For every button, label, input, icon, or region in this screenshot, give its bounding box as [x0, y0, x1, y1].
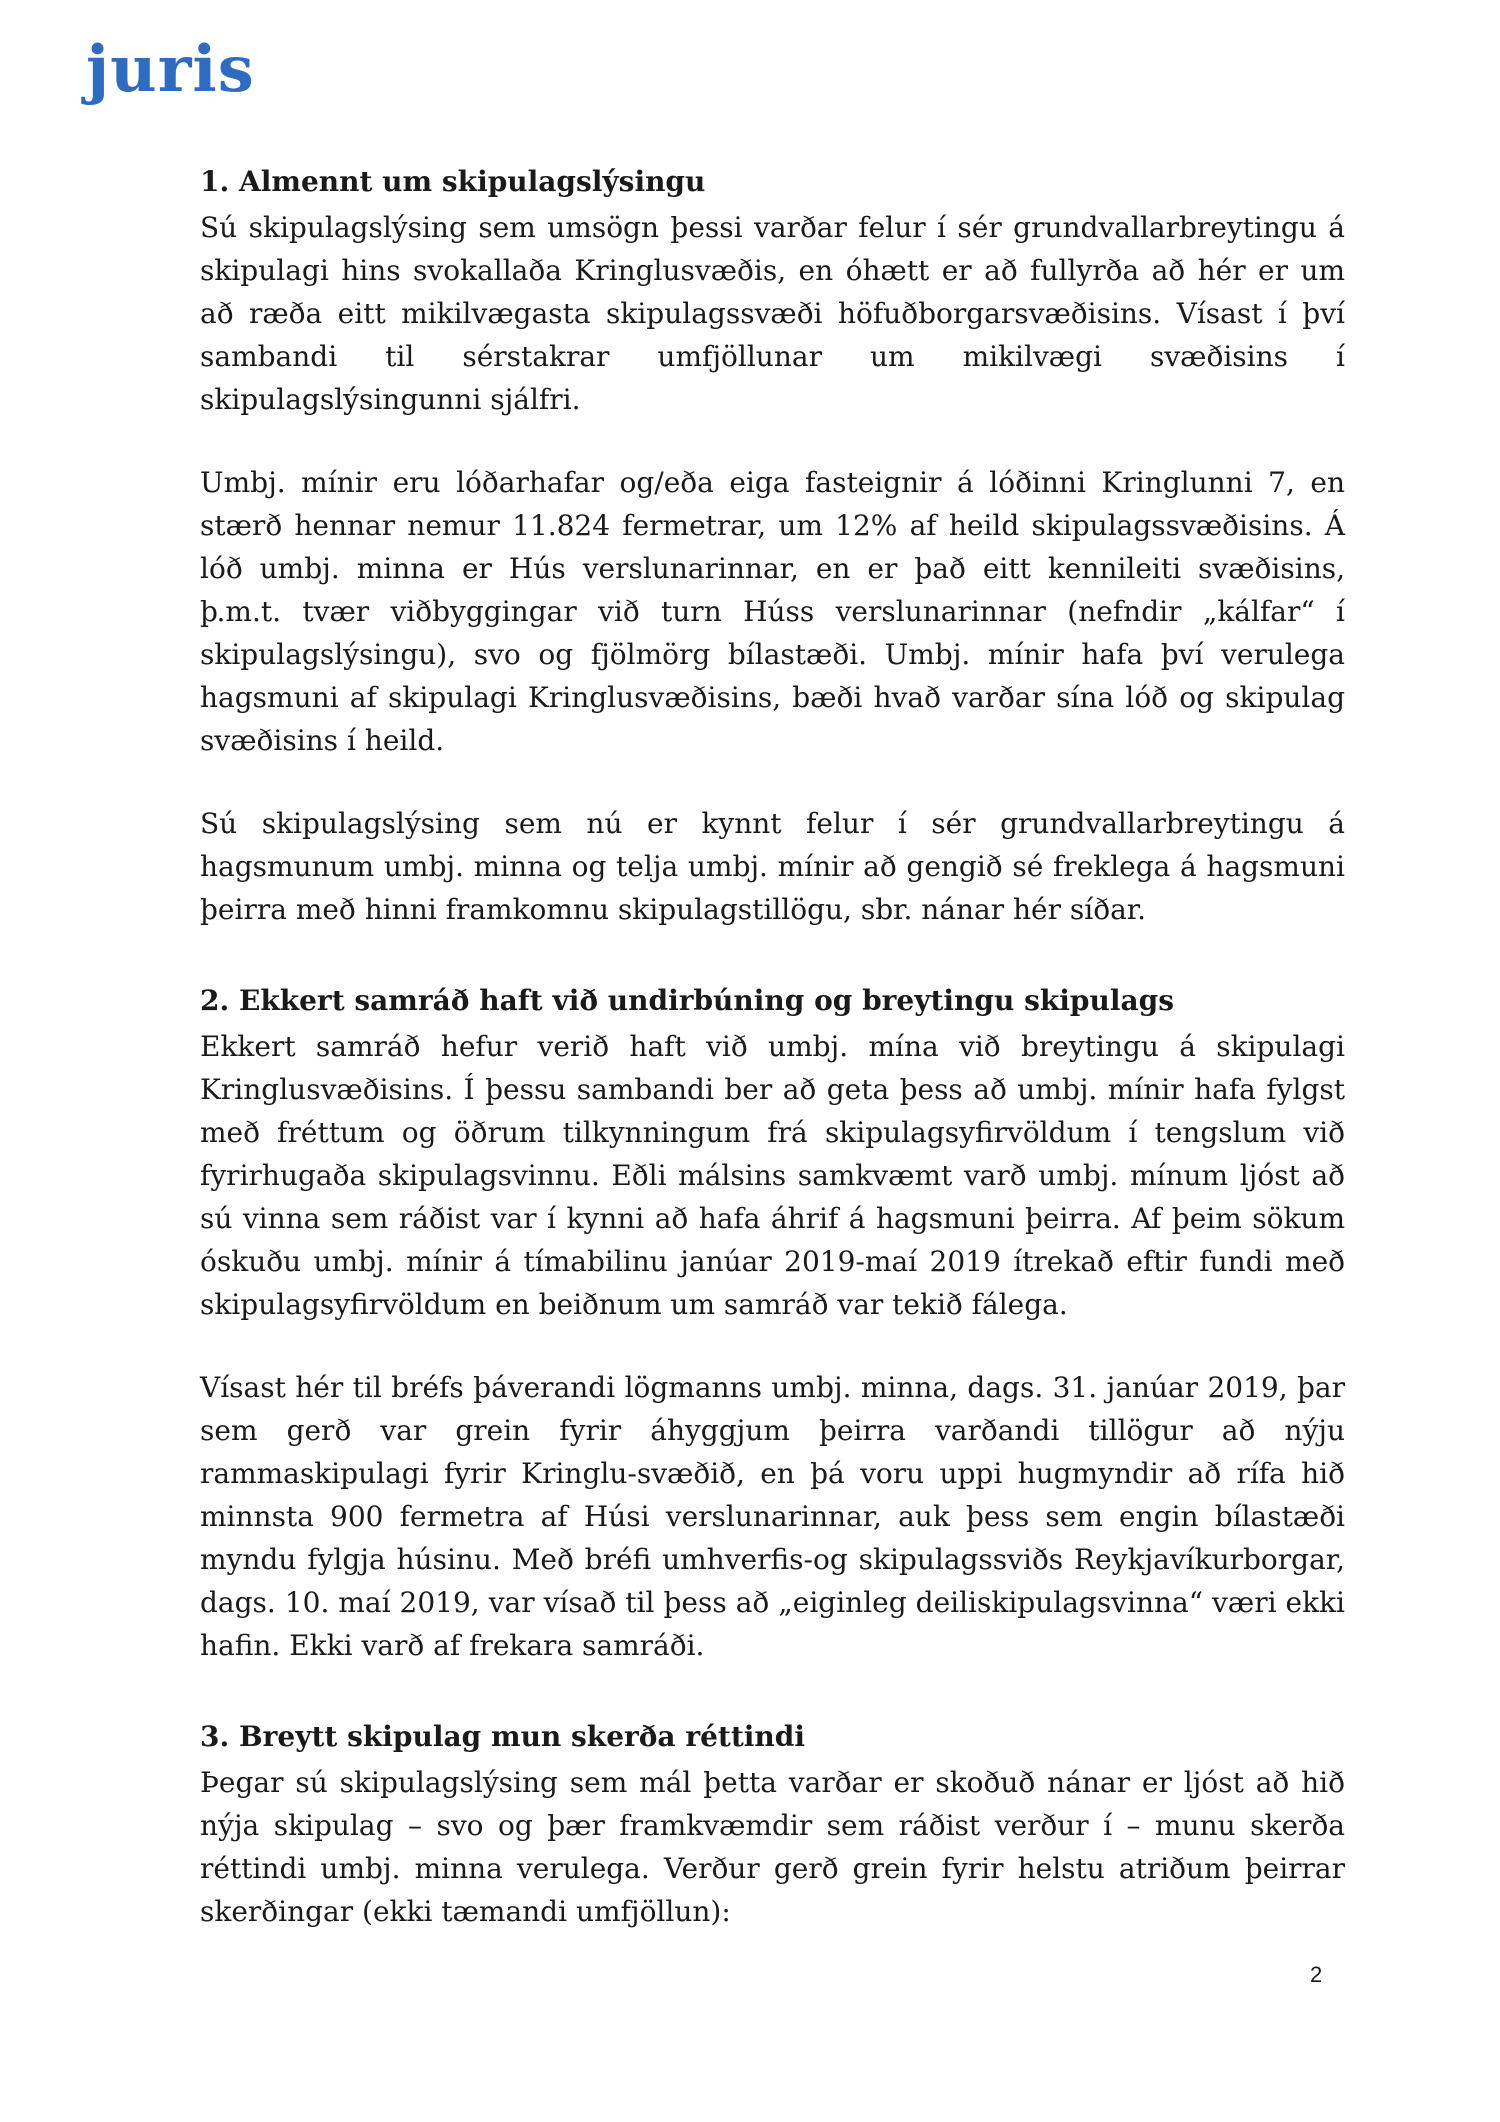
juris-logo: juris [86, 32, 255, 107]
paragraph: Sú skipulagslýsing sem nú er kynnt felur í sér grundvallarbreytingu á hagsmunum umbj. minna og telja umbj. mínir að gengið sé freklega á hagsmuni þeirra með hinni framkomnu skipulagstillögu, sbr. nánar hér síðar. [200, 807, 1345, 926]
paragraph: Vísast hér til bréfs þáverandi lögmanns umbj. minna, dags. 31. janúar 2019, þar sem gerð var grein fyrir áhyggjum þeirra varðandi tillögur að nýju rammaskipulagi fyrir Kringlu-svæðið, en þá voru uppi hugmyndir að rífa hið minnsta 900 fermetra af Húsi verslunarinnar, auk þess sem engin bílastæði myndu fylgja húsinu. Með bréfi umhverfis-og skipulagssviðs Reykjavíkurborgar, dags. 10. maí 2019, var vísað til þess að „eiginleg deiliskipulagsvinna“ væri ekki hafin. Ekki varð af frekara samráði. [200, 1371, 1345, 1662]
section-heading: 2. Ekkert samráð haft við undirbúning og breytingu skipulags [200, 984, 1174, 1017]
page-number: 2 [1310, 1962, 1323, 1987]
paragraph: Þegar sú skipulagslýsing sem mál þetta varðar er skoðuð nánar er ljóst að hið nýja skipulag – svo og þær framkvæmdir sem ráðist verður í – munu skerða réttindi umbj. minna verulega. Verður gerð grein fyrir helstu atriðum þeirrar skerðingar (ekki tæmandi umfjöllun): [200, 1766, 1345, 1928]
section-3 [200, 1717, 1345, 1933]
section-heading: 1. Almennt um skipulagslýsingu [200, 165, 706, 198]
paragraph: Ekkert samráð hefur verið haft við umbj. mína við breytingu á skipulagi Kringlusvæðisins. Í þessu sambandi ber að geta þess að umbj. mínir hafa fylgst með fréttum og öðrum tilkynningum frá skipulagsyfirvöldum í tengslum við fyrirhugaða skipulagsvinnu. Eðli málsins samkvæmt varð umbj. mínum ljóst að sú vinna sem ráðist var í kynni að hafa áhrif á hagsmuni þeirra. Af þeim sökum óskuðu umbj. mínir á tímabilinu janúar 2019-maí 2019 ítrekað eftir fundi með skipulagsyfirvöldum en beiðnum um samráð var tekið fálega. [200, 1030, 1345, 1321]
section-2 [200, 981, 1345, 1667]
document-body [200, 162, 1345, 1983]
section-1 [200, 162, 1345, 931]
paragraph: Umbj. mínir eru lóðarhafar og/eða eiga fasteignir á lóðinni Kringlunni 7, en stærð hennar nemur 11.824 fermetrar, um 12% af heild skipulagssvæðisins. Á lóð umbj. minna er Hús verslunarinnar, en er það eitt kennileiti svæðisins, þ.m.t. tvær viðbyggingar við turn Húss verslunarinnar (nefndir „kálfar“ í skipulagslýsingu), svo og fjölmörg bílastæði. Umbj. mínir hafa því verulega hagsmuni af skipulagi Kringlusvæðisins, bæði hvað varðar sína lóð og skipulag svæðisins í heild. [200, 466, 1345, 757]
paragraph: Sú skipulagslýsing sem umsögn þessi varðar felur í sér grundvallarbreytingu á skipulagi hins svokallaða Kringlusvæðis, en óhætt er að fullyrða að hér er um að ræða eitt mikilvægasta skipulagssvæði höfuðborgarsvæðisins. Vísast í því sambandi til sérstakrar umfjöllunar um mikilvægi svæðisins í skipulagslýsingunni sjálfri. [200, 211, 1345, 416]
section-heading: 3. Breytt skipulag mun skerða réttindi [200, 1720, 805, 1753]
